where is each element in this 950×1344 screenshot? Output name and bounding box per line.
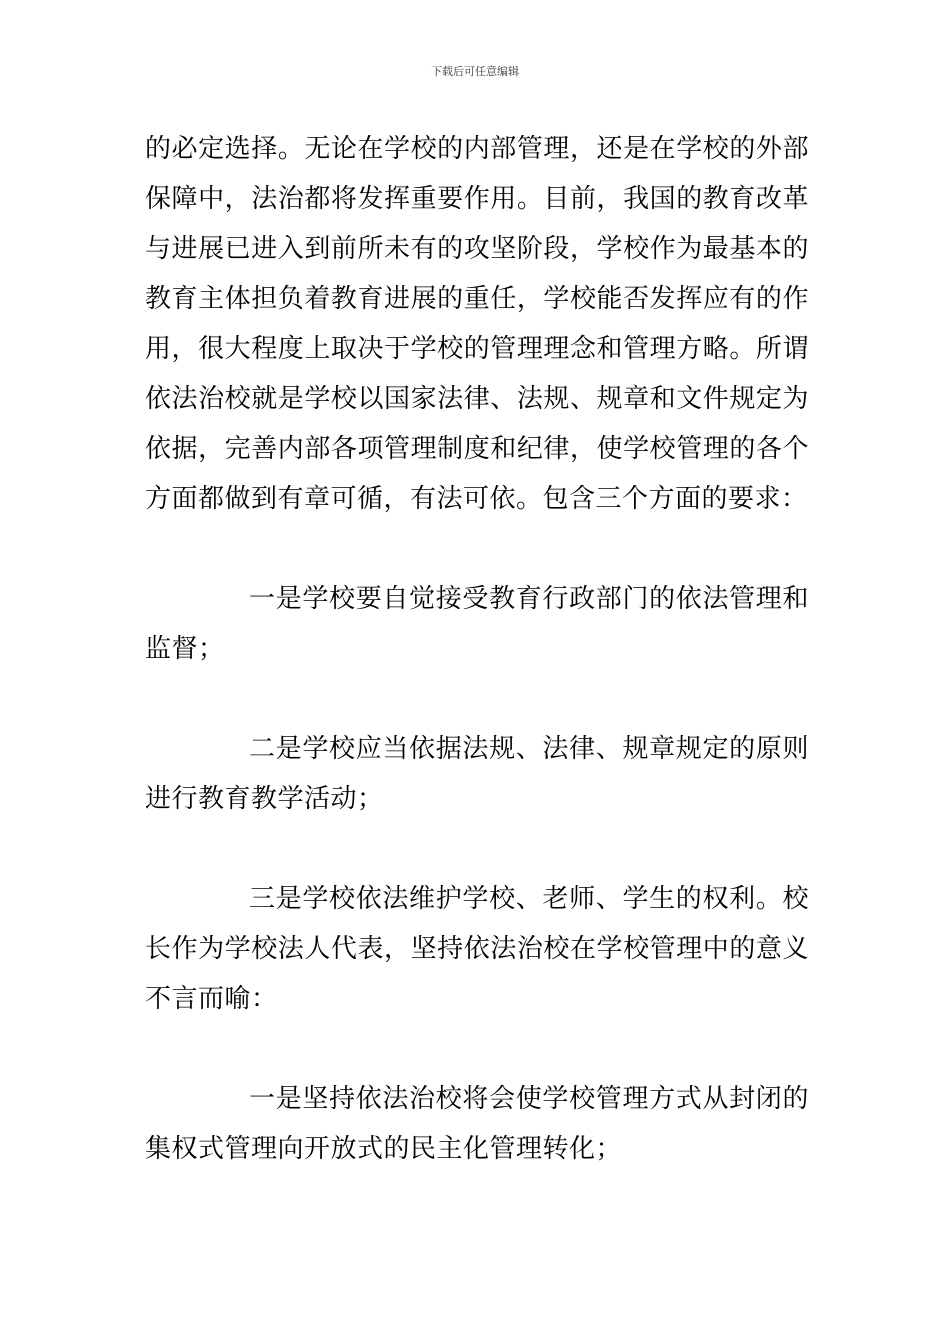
paragraph-spacer xyxy=(145,1024,809,1074)
paragraph-significance-1: 一是坚持依法治校将会使学校管理方式从封闭的集权式管理向开放式的民主化管理转化； xyxy=(145,1084,809,1164)
page-header: 下载后可任意编辑 xyxy=(431,65,519,78)
paragraph-spacer xyxy=(145,824,809,874)
paragraph-intro: 的必定选择。无论在学校的内部管理，还是在学校的外部保障中，法治都将发挥重要作用。目前，我国的教育改革与进展已进入到前所未有的攻坚阶段，学校作为最基本的教育主体担负着教育进展的重任，学校能否发挥应有的作用，很大程度上取决于学校的管理理念和管理方略。所谓依法治校就是学校以国家法律、法规、规章和文件规定为依据，完善内部各项管理制度和纪律，使学校管理的各个方面都做到有章可循，有法可依。包含三个方面的要求： xyxy=(145,134,809,514)
paragraph-requirement-1: 一是学校要自觉接受教育行政部门的依法管理和监督； xyxy=(145,584,809,664)
document-body xyxy=(145,124,809,1174)
paragraph-requirement-2: 二是学校应当依据法规、法律、规章规定的原则进行教育教学活动； xyxy=(145,734,809,814)
paragraph-requirement-3: 三是学校依法维护学校、老师、学生的权利。校长作为学校法人代表，坚持依法治校在学校管理中的意义不言而喻： xyxy=(145,884,809,1014)
paragraph-spacer xyxy=(145,524,809,574)
paragraph-spacer xyxy=(145,674,809,724)
